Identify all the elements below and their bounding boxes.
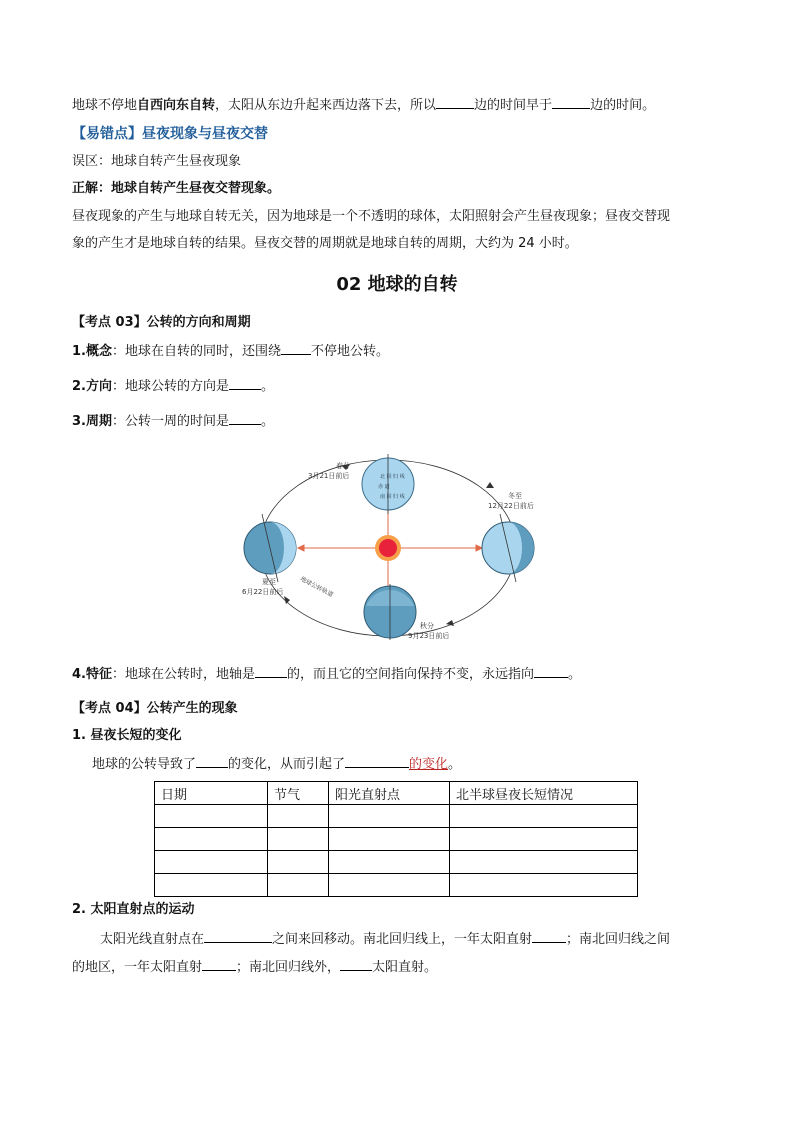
fill-blank[interactable] xyxy=(532,929,566,943)
sun-icon xyxy=(379,539,397,557)
table-cell[interactable] xyxy=(450,805,638,828)
table-cell[interactable] xyxy=(268,851,329,874)
table-cell[interactable] xyxy=(329,874,450,897)
globe-summer xyxy=(244,514,296,582)
fill-blank[interactable] xyxy=(255,664,287,678)
label-spring-date: 3月21日前后 xyxy=(308,472,350,480)
item-label: 3.周期 xyxy=(72,414,112,429)
item-label: 1.概念 xyxy=(72,344,112,359)
label-winter-date: 12月22日前后 xyxy=(488,502,534,510)
kp04-s1-text xyxy=(92,754,461,774)
intro-text: 边的时间。 xyxy=(590,98,656,113)
intro-text: ，太阳从东边升起来西边落下去，所以 xyxy=(215,98,437,113)
kp03-item-feature xyxy=(72,664,581,684)
table-cell[interactable] xyxy=(329,851,450,874)
fill-blank[interactable] xyxy=(196,754,228,768)
kp03-item-direction xyxy=(72,376,274,396)
globe-spring xyxy=(362,454,414,514)
item-text: ：地球公转的方向是 xyxy=(111,379,229,394)
table-cell[interactable] xyxy=(155,805,268,828)
table-cell[interactable] xyxy=(155,828,268,851)
label-autumn-date: 9月23日前后 xyxy=(408,632,450,640)
pitfall-explain-1: 昼夜现象的产生与地球自转无关，因为地球是一个不透明的球体，太阳照射会产生昼夜现象；昼夜交替现 xyxy=(72,209,671,224)
orbit-diagram xyxy=(232,448,562,648)
intro-text: 边的时间早于 xyxy=(474,98,553,113)
item-text: 太阳直射。 xyxy=(372,960,438,975)
svg-text:赤 道: 赤 道 xyxy=(378,484,390,490)
section-title: 02 地球的自转 xyxy=(336,274,458,295)
svg-text:北 回 归 线: 北 回 归 线 xyxy=(380,474,405,480)
item-text: 。 xyxy=(568,667,582,682)
fill-blank[interactable] xyxy=(281,341,311,355)
table-cell[interactable] xyxy=(155,851,268,874)
pitfall-title: 【易错点】昼夜现象与昼夜交替 xyxy=(72,126,268,142)
table-row xyxy=(155,828,638,851)
table-header-row xyxy=(155,782,638,805)
item-text: 。 xyxy=(448,757,462,772)
kp04-s1-title: 1. 昼夜长短的变化 xyxy=(72,728,182,743)
table-header: 节气 xyxy=(268,782,329,805)
item-label: 4.特征 xyxy=(72,667,112,682)
kp04-s2-title: 2. 太阳直射点的运动 xyxy=(72,902,195,917)
table-header: 阳光直射点 xyxy=(329,782,450,805)
table-cell[interactable] xyxy=(268,874,329,897)
table-row xyxy=(155,874,638,897)
item-label: 2.方向 xyxy=(72,379,112,394)
table-header: 北半球昼夜长短情况 xyxy=(450,782,638,805)
fill-blank[interactable] xyxy=(345,754,409,768)
item-text: ：地球在公转时，地轴是 xyxy=(111,667,255,682)
day-night-table xyxy=(154,781,638,897)
item-text: ：地球在自转的同时，还围绕 xyxy=(111,344,281,359)
pitfall-right: 正解：地球自转产生昼夜交替现象。 xyxy=(72,181,281,196)
item-text: ；南北回归线之间 xyxy=(566,932,671,947)
item-text: 。 xyxy=(261,414,275,429)
table-cell[interactable] xyxy=(329,828,450,851)
table-row xyxy=(155,805,638,828)
intro-paragraph xyxy=(72,95,655,115)
label-autumn: 秋分 xyxy=(420,622,434,630)
fill-blank[interactable] xyxy=(534,664,568,678)
table-cell[interactable] xyxy=(268,828,329,851)
table-cell[interactable] xyxy=(155,874,268,897)
item-text: 不停地公转。 xyxy=(311,344,390,359)
label-summer-date: 6月22日前后 xyxy=(242,588,284,596)
fill-blank[interactable] xyxy=(229,411,261,425)
label-spring: 春分 xyxy=(336,462,350,470)
kp04-s2-line2 xyxy=(72,957,437,977)
label-winter: 冬至 xyxy=(508,492,522,500)
item-text: ：公转一周的时间是 xyxy=(111,414,229,429)
item-text: 的变化，从而引起了 xyxy=(228,757,346,772)
label-orbit: 地球公转轨道 xyxy=(299,575,335,599)
item-text: 。 xyxy=(261,379,275,394)
svg-text:南 回 归 线: 南 回 归 线 xyxy=(380,494,405,500)
kp04-title: 【考点 04】公转产生的现象 xyxy=(72,701,238,716)
pitfall-wrong: 误区：地球自转产生昼夜现象 xyxy=(72,154,242,169)
kp03-item-concept xyxy=(72,341,389,361)
fill-blank[interactable] xyxy=(436,95,474,109)
item-text: ；南北回归线外， xyxy=(236,960,341,975)
kp03-item-period xyxy=(72,411,274,431)
fill-blank[interactable] xyxy=(204,929,272,943)
intro-text: 地球不停地 xyxy=(72,98,138,113)
table-cell[interactable] xyxy=(450,851,638,874)
table-cell[interactable] xyxy=(450,828,638,851)
item-text: 的，而且它的空间指向保持不变，永远指向 xyxy=(287,667,535,682)
table-row xyxy=(155,851,638,874)
item-text: 太阳光线直射点在 xyxy=(100,932,205,947)
item-text: 之间来回移动。南北回归线上，一年太阳直射 xyxy=(272,932,533,947)
item-text: 的地区，一年太阳直射 xyxy=(72,960,203,975)
table-header: 日期 xyxy=(155,782,268,805)
kp04-s2-line1 xyxy=(100,929,670,949)
fill-blank[interactable] xyxy=(552,95,590,109)
label-summer: 夏至 xyxy=(262,578,276,586)
intro-bold: 自西向东自转 xyxy=(137,98,216,113)
table-cell[interactable] xyxy=(450,874,638,897)
table-cell[interactable] xyxy=(268,805,329,828)
pitfall-explain-2: 象的产生才是地球自转的结果。昼夜交替的周期就是地球自转的周期，大约为 24 小时。 xyxy=(72,236,578,251)
fill-blank[interactable] xyxy=(340,957,372,971)
item-text-red: 的变化 xyxy=(409,757,449,772)
globe-winter xyxy=(482,514,534,582)
item-text: 地球的公转导致了 xyxy=(92,757,197,772)
kp03-title: 【考点 03】公转的方向和周期 xyxy=(72,315,251,330)
table-cell[interactable] xyxy=(329,805,450,828)
fill-blank[interactable] xyxy=(229,376,261,390)
fill-blank[interactable] xyxy=(202,957,236,971)
